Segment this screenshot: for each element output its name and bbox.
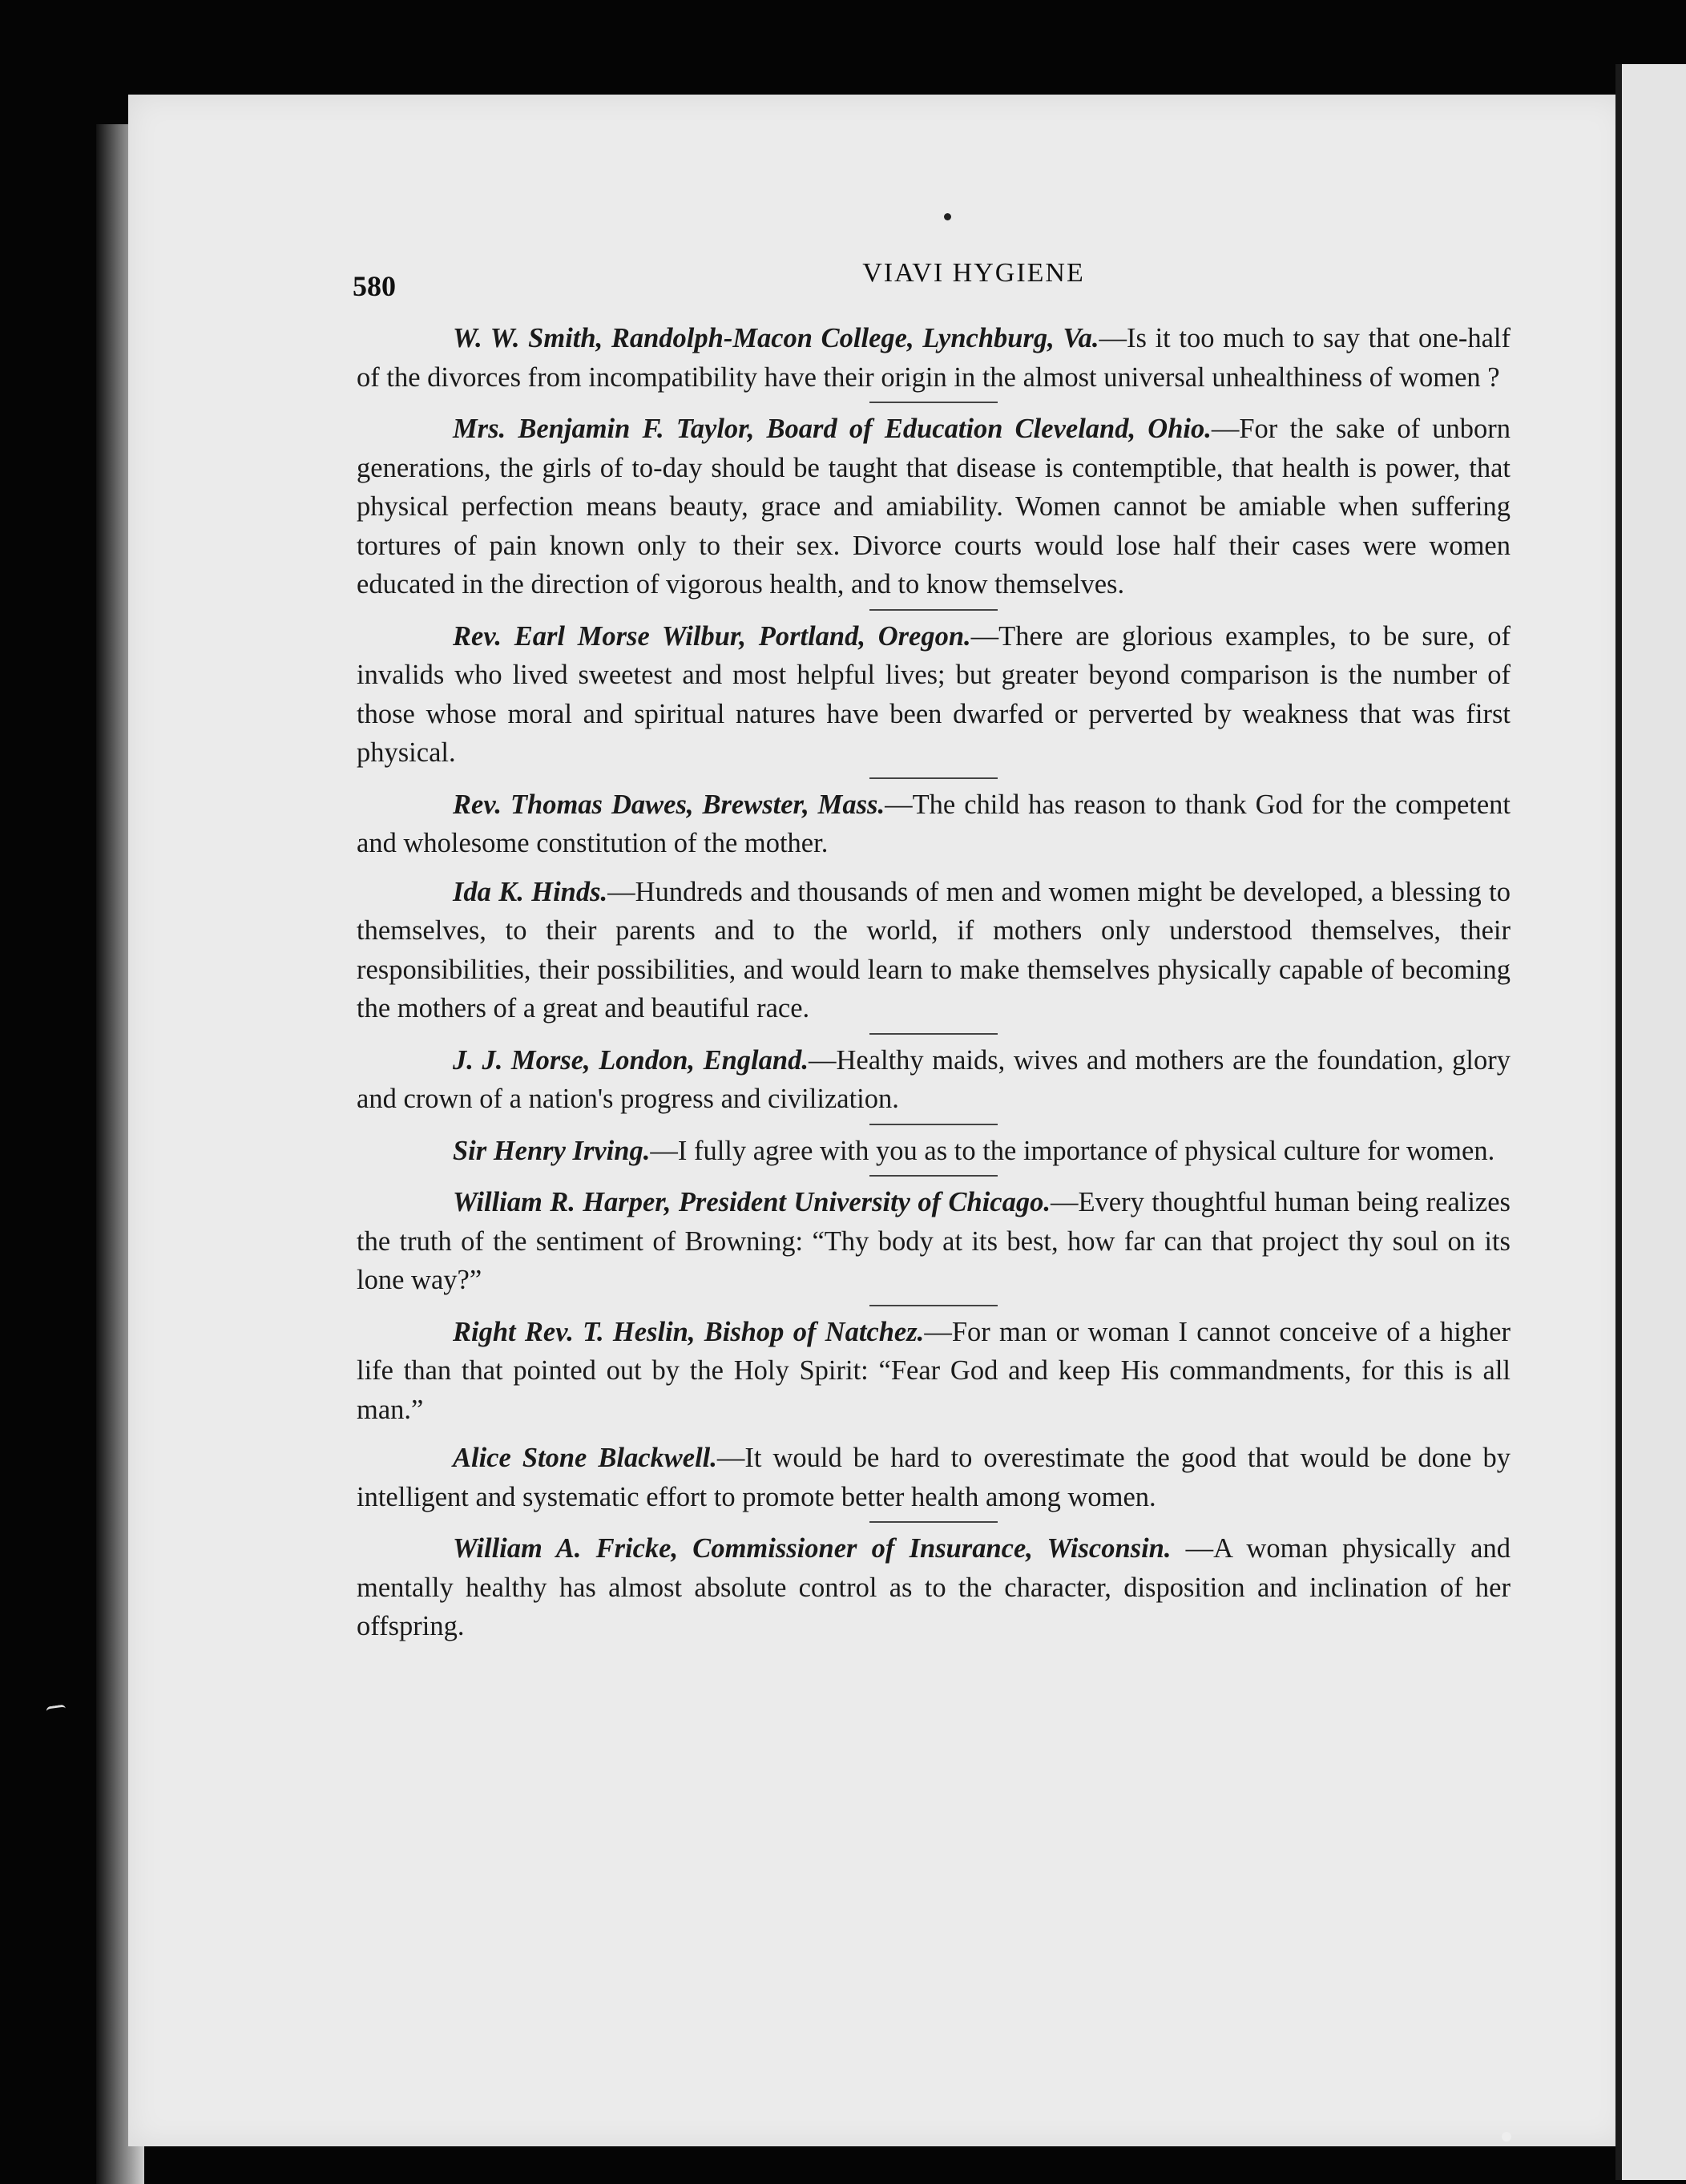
testimonial-author: W. W. Smith, Randolph-Macon College, Lynchburg, Va.	[453, 323, 1099, 353]
testimonial-text: —Healthy maids, wives and mothers are the foundation, glory and crown of a nation's progress and civilization.	[357, 1044, 1511, 1114]
separator-rule	[869, 1521, 998, 1523]
testimonial-author: Rev. Thomas Dawes, Brewster, Mass.	[453, 789, 885, 820]
facing-page-edge	[1622, 64, 1686, 2180]
entry-gap	[357, 1429, 1511, 1439]
testimonial-author: Sir Henry Irving.	[453, 1135, 651, 1166]
testimonial-entry	[357, 1439, 1511, 1516]
separator-rule	[869, 777, 998, 779]
separator-rule	[869, 609, 998, 611]
testimonial-list	[357, 319, 1511, 1646]
testimonial-text: —For the sake of unborn generations, the girls of to-day should be taught that disease is contemptible, that health is power, that physical perfection means beauty, grace and amiability. Women cannot be amiable when suffering tortures of pain known only to their sex. Divorce courts would lose half their cases were women educated in the direction of vigorous health, and to know themselves.	[357, 414, 1511, 599]
separator-rule	[869, 1124, 998, 1125]
testimonial-entry	[357, 617, 1511, 773]
testimonial-entry	[357, 1132, 1511, 1171]
scan-mark	[46, 1704, 66, 1715]
testimonial-entry	[357, 1313, 1511, 1430]
testimonial-entry	[357, 319, 1511, 397]
testimonial-text: —Hundreds and thousands of men and women might be developed, a blessing to themselves, to their parents and to the world, if mothers only understood themselves, their responsibilities, their possibilities, and would learn to make themselves physically capable of becoming the mothers of a great and beautiful race.	[357, 876, 1511, 1023]
testimonial-text: —For man or woman I cannot conceive of a higher life than that pointed out by the Holy Spirit: “Fear God and keep His commandments, for this is all man.”	[357, 1316, 1511, 1425]
testimonial-author: William R. Harper, President University of Chicago.	[453, 1187, 1051, 1217]
testimonial-text: —Every thoughtful human being realizes the truth of the sentiment of Browning: “Thy body at its best, how far can that project thy soul on its lone way?”	[357, 1187, 1511, 1295]
page-number: 580	[353, 270, 396, 302]
testimonial-text: —A woman physically and mentally healthy has almost absolute control as to the character, disposition and inclination of her offspring.	[357, 1533, 1511, 1641]
separator-rule	[869, 402, 998, 403]
testimonial-entry	[357, 1041, 1511, 1119]
scan-speck	[1502, 2132, 1511, 2142]
testimonial-entry	[357, 1183, 1511, 1300]
entry-gap	[357, 863, 1511, 873]
testimonial-text: —There are glorious examples, to be sure, of invalids who lived sweetest and most helpful lives; but greater beyond comparison is the number of those whose moral and spiritual natures have been dwarfed or perverted by weakness that was first physical.	[357, 620, 1511, 768]
testimonial-text: —I fully agree with you as to the importance of physical culture for women.	[650, 1135, 1495, 1166]
testimonial-entry	[357, 410, 1511, 604]
testimonial-author: Ida K. Hinds.	[453, 876, 608, 907]
testimonial-entry	[357, 1529, 1511, 1646]
ink-dot	[944, 213, 951, 220]
separator-rule	[869, 1033, 998, 1035]
testimonial-entry	[357, 785, 1511, 863]
testimonial-author: J. J. Morse, London, England.	[453, 1044, 809, 1076]
separator-rule	[869, 1305, 998, 1306]
testimonial-author: Alice Stone Blackwell.	[453, 1443, 717, 1473]
testimonial-author: Rev. Earl Morse Wilbur, Portland, Oregon.	[453, 620, 971, 652]
separator-rule	[869, 1175, 998, 1177]
running-title: VIAVI HYGIENE	[862, 258, 1085, 288]
testimonial-text: —It would be hard to overestimate the good that would be done by intelligent and systematic effort to promote better health among women.	[357, 1443, 1511, 1512]
testimonial-text: —Is it too much to say that one-half of the divorces from incompatibility have their origin in the almost universal unhealthiness of women ?	[357, 323, 1511, 393]
testimonial-entry	[357, 873, 1511, 1028]
testimonial-author: William A. Fricke, Commissioner of Insurance, Wisconsin.	[453, 1533, 1172, 1564]
testimonial-author: Mrs. Benjamin F. Taylor, Board of Education Cleveland, Ohio.	[453, 414, 1212, 444]
page-gutter	[1615, 64, 1622, 2180]
testimonial-author: Right Rev. T. Heslin, Bishop of Natchez.	[453, 1316, 925, 1347]
testimonial-text: —The child has reason to thank God for the competent and wholesome constitution of the mother.	[357, 789, 1511, 858]
